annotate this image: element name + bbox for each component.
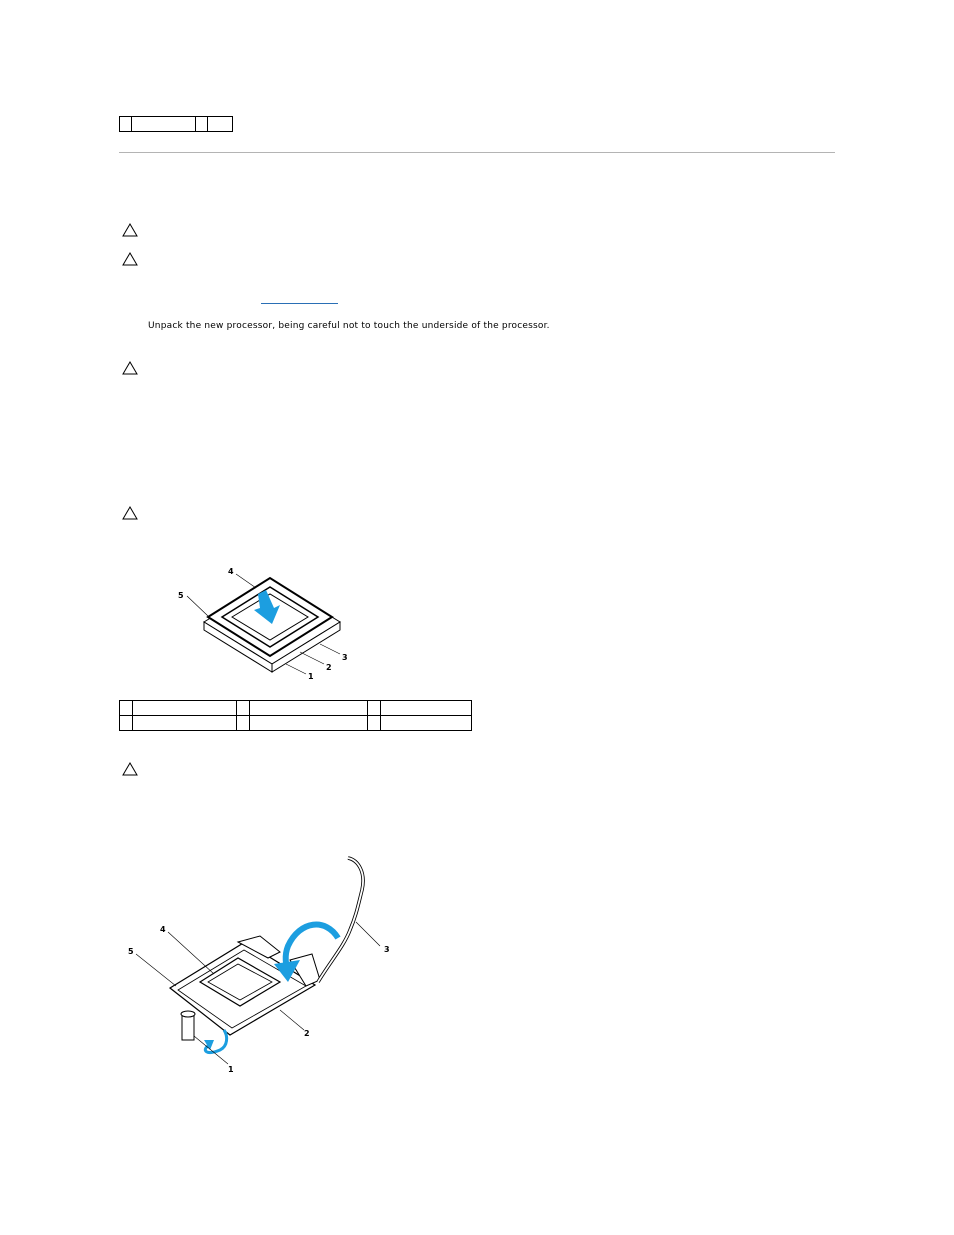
table-cell: [208, 117, 233, 132]
latch-post: [182, 1014, 194, 1040]
callout-number: 2: [304, 1029, 310, 1038]
table-row: [120, 716, 472, 731]
callout-number: 1: [228, 1065, 234, 1074]
caution-icon: [122, 762, 138, 776]
table-cell: [132, 117, 196, 132]
release-lever: [318, 858, 363, 982]
callout-number: 5: [178, 591, 184, 600]
caution-icon: [122, 506, 138, 520]
caution-icon: [122, 361, 138, 375]
top-callout-table: [119, 116, 233, 132]
callout-number: 4: [160, 925, 166, 934]
callout-number: 3: [342, 653, 348, 662]
table-cell: [250, 716, 368, 731]
table-cell: [196, 117, 208, 132]
table-cell: [120, 117, 132, 132]
table-cell: [237, 716, 250, 731]
callout-number: 2: [326, 663, 332, 672]
processor-install-illustration: [170, 560, 360, 685]
unpack-processor-step: Unpack the new processor, being careful not to touch the underside of the processor.: [148, 321, 550, 331]
caution-icon: [122, 252, 138, 266]
table-cell: [120, 716, 133, 731]
table-cell: [120, 701, 133, 716]
table-cell: [133, 701, 237, 716]
table-cell: [381, 701, 472, 716]
socket-lever-illustration: [120, 850, 410, 1080]
procedure-link[interactable]: [261, 291, 338, 304]
table-cell: [368, 701, 381, 716]
table-cell: [368, 716, 381, 731]
figure1-callout-table: [119, 700, 472, 731]
table-row: [120, 701, 472, 716]
caution-icon: [122, 223, 138, 237]
table-cell: [381, 716, 472, 731]
table-row: [120, 117, 233, 132]
callout-number: 4: [228, 567, 234, 576]
callout-number: 5: [128, 947, 134, 956]
callout-number: 3: [384, 945, 390, 954]
table-cell: [237, 701, 250, 716]
table-cell: [133, 716, 237, 731]
callout-number: 1: [308, 672, 314, 681]
table-cell: [250, 701, 368, 716]
horizontal-rule: [119, 152, 835, 153]
